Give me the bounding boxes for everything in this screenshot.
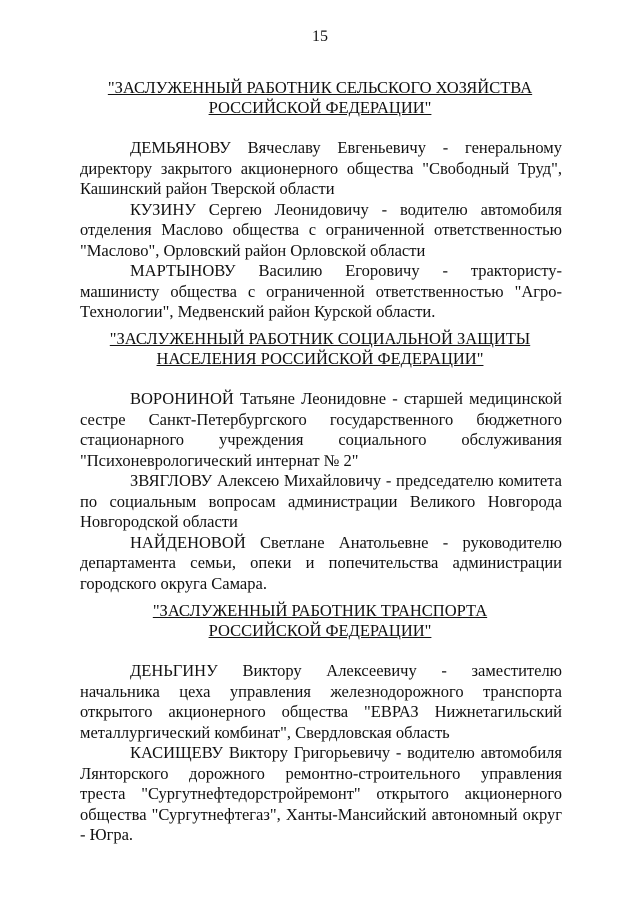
award-entry: ДЕМЬЯНОВУ Вячеславу Евгеньевичу - генеральному директору закрытого акционерного общества "Свободный Труд", Кашинский район Тверской области <box>80 138 562 198</box>
award-entry: ВОРОНИНОЙ Татьяне Леонидовне - старшей медицинской сестре Санкт-Петербургского государственного бюджетного стационарного учреждения социального обслуживания "Психоневрологический интернат № 2" <box>80 389 562 470</box>
section-entries-transport <box>80 661 562 846</box>
section-title-line: "ЗАСЛУЖЕННЫЙ РАБОТНИК СОЦИАЛЬНОЙ ЗАЩИТЫ <box>109 329 531 348</box>
section-title-line: РОССИЙСКОЙ ФЕДЕРАЦИИ" <box>208 98 432 117</box>
section-heading-social-protection <box>0 329 640 369</box>
page-number: 15 <box>312 28 328 45</box>
section-heading-transport <box>0 601 640 641</box>
section-heading-agriculture <box>0 78 640 118</box>
section-title-line: РОССИЙСКОЙ ФЕДЕРАЦИИ" <box>208 621 432 640</box>
award-entry: КАСИЩЕВУ Виктору Григорьевичу - водителю автомобиля Лянторского дорожного ремонтно-строительного управления треста "Сургутнефтедорстройремонт" открытого акционерного общества "Сургутнефтегаз", Ханты-Мансийский автономный округ - Югра. <box>80 743 562 844</box>
award-entry: НАЙДЕНОВОЙ Светлане Анатольевне - руководителю департамента семьи, опеки и попечительства администрации городского округа Самара. <box>80 532 562 593</box>
section-title-line: НАСЕЛЕНИЯ РОССИЙСКОЙ ФЕДЕРАЦИИ" <box>156 349 484 368</box>
section-title-line: "ЗАСЛУЖЕННЫЙ РАБОТНИК ТРАНСПОРТА <box>152 601 488 620</box>
section-entries-agriculture <box>80 138 562 323</box>
award-entry: КУЗИНУ Сергею Леонидовичу - водителю автомобиля отделения Маслово общества с ограниченной ответственностью "Маслово", Орловский район Орловской области <box>80 199 562 260</box>
award-entry: МАРТЫНОВУ Василию Егоровичу - трактористу-машинисту общества с ограниченной ответственностью "Агро-Технологии", Медвенский район Курской области. <box>80 261 562 321</box>
section-title-line: "ЗАСЛУЖЕННЫЙ РАБОТНИК СЕЛЬСКОГО ХОЗЯЙСТВА <box>107 78 533 97</box>
award-entry: ЗВЯГЛОВУ Алексею Михайловичу - председателю комитета по социальным вопросам администрации Великого Новгорода Новгородской области <box>80 471 562 531</box>
section-entries-social-protection <box>80 389 562 594</box>
award-entry: ДЕНЬГИНУ Виктору Алексеевичу - заместителю начальника цеха управления железнодорожного транспорта открытого акционерного общества "ЕВРАЗ Нижнетагильский металлургический комбинат", Свердловская область <box>80 661 562 742</box>
